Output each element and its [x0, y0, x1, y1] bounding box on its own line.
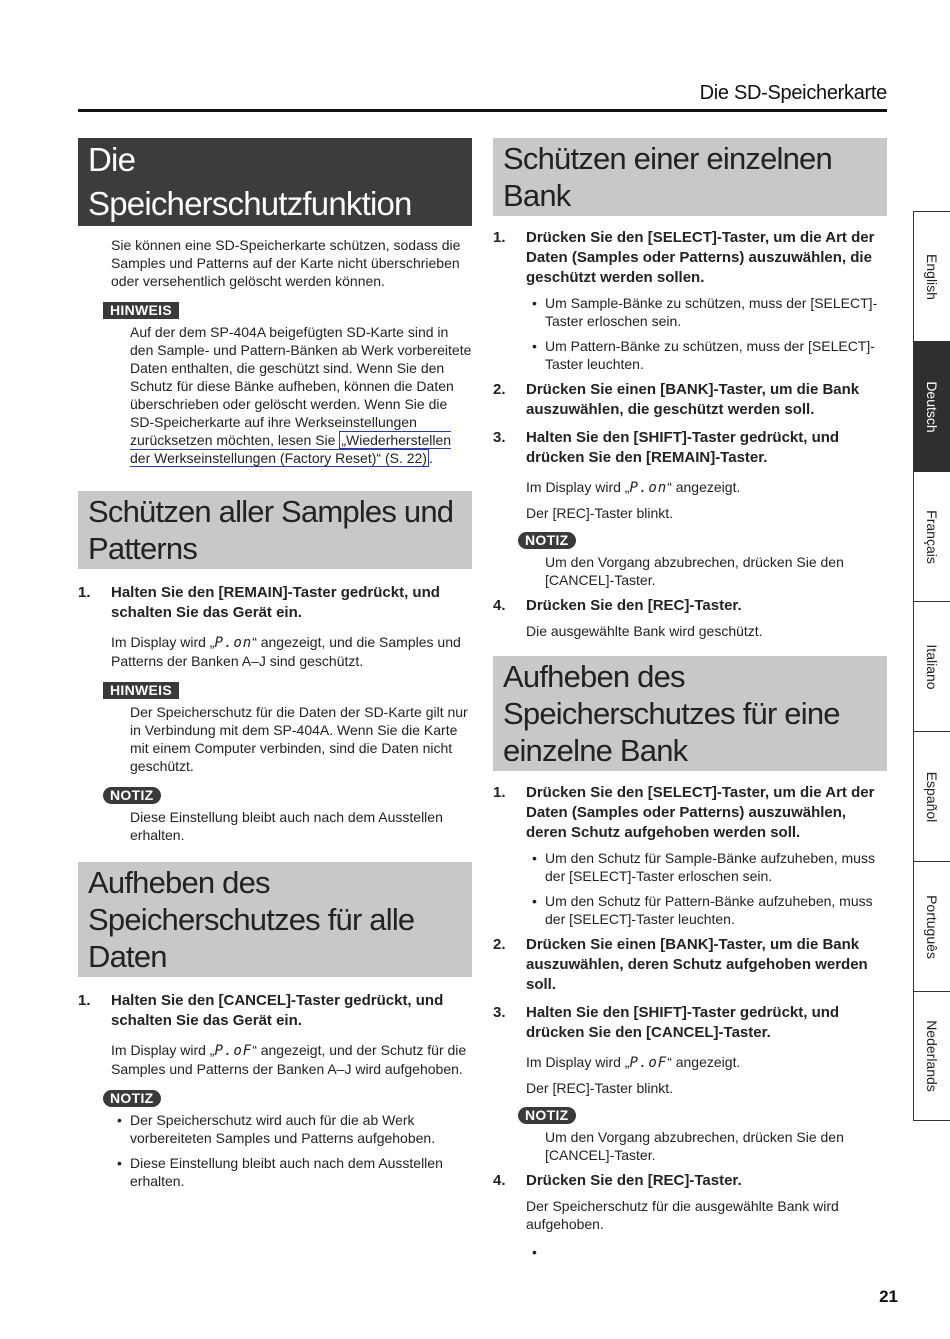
step-text: Drücken Sie einen [BANK]-Taster, um die Bank auszuwählen, die geschützt werden soll.: [526, 381, 860, 418]
step-text: Drücken Sie den [SELECT]-Taster, um die Art der Daten (Samples oder Patterns) auszuwählen, die geschützt werden sollen.: [526, 229, 875, 286]
list-item: • Um Pattern-Bänke zu schützen, muss der [SELECT]-Taster leuchten.: [545, 337, 887, 373]
step-protect-single-2: [493, 380, 887, 420]
step-text: Drücken Sie den [SELECT]-Taster, um die Art der Daten (Samples oder Patterns) auszuwählen, deren Schutz aufgehoben werden soll.: [526, 784, 875, 841]
display-note-post: “ angezeigt, und die Samples und Patterns der Banken A–J sind geschützt.: [111, 634, 461, 669]
step-number: 2.: [493, 936, 506, 953]
hinweis-badge: HINWEIS: [103, 302, 179, 319]
step-number: 4.: [493, 597, 506, 614]
tab-francais[interactable]: [913, 471, 950, 601]
tab-deutsch[interactable]: [913, 341, 950, 471]
section-title-protect-all: Schützen aller Samples und Patterns: [78, 491, 472, 569]
notiz-badge: NOTIZ: [103, 1090, 161, 1107]
step-bullet-list: [493, 294, 887, 373]
hinweis-body: [78, 323, 472, 467]
list-item: • Diese Einstellung bleibt auch nach dem Ausstellen erhalten.: [130, 1154, 472, 1190]
notiz-body: Diese Einstellung bleibt auch nach dem Ausstellen erhalten.: [130, 809, 443, 843]
step-number: 2.: [493, 381, 506, 398]
display-note-pre: Im Display wird „: [111, 1042, 215, 1058]
tab-italiano[interactable]: [913, 601, 950, 731]
empty-bullet-list: [493, 1243, 887, 1261]
step-unprotect-single-2: [493, 935, 887, 995]
step-protect-single-1: [493, 228, 887, 288]
display-note-pre: Im Display wird „: [526, 479, 630, 495]
step-text: Halten Sie den [CANCEL]-Taster gedrückt, und schalten Sie das Gerät ein.: [111, 992, 444, 1029]
notiz-bullet-list: [78, 1111, 472, 1190]
step-number: 1.: [493, 784, 506, 801]
hinweis-body: Der Speicherschutz für die Daten der SD-Karte gilt nur in Verbindung mit dem SP-404A. Wenn Sie die Karte mit einem Computer verbinden, sind die Daten nicht geschützt.: [130, 704, 468, 774]
result-note: Die ausgewählte Bank wird geschützt.: [526, 623, 763, 639]
tab-english[interactable]: [913, 211, 950, 341]
step-protect-single-4: [493, 596, 887, 616]
step-text: Drücken Sie den [REC]-Taster.: [526, 597, 742, 614]
tab-label: Français: [924, 509, 940, 564]
rec-blink-note: Der [REC]-Taster blinkt.: [526, 1080, 674, 1096]
tab-label: Español: [924, 771, 940, 822]
display-note-post: “ angezeigt.: [667, 479, 741, 495]
right-column: [493, 138, 887, 1268]
page-header-title: Die SD-Speicherkarte: [699, 82, 887, 104]
notiz-block: [493, 532, 887, 589]
notiz-badge: NOTIZ: [518, 532, 576, 549]
display-note-pre: Im Display wird „: [526, 1054, 630, 1070]
tab-label: Deutsch: [924, 380, 940, 433]
list-item: • Der Speicherschutz wird auch für die ab Werk vorbereiteten Samples und Patterns aufgehoben.: [130, 1111, 472, 1147]
list-item: • Um Sample-Bänke zu schützen, muss der [SELECT]-Taster erloschen sein.: [545, 294, 887, 330]
language-tabs: [913, 211, 950, 1121]
step-number: 4.: [493, 1172, 506, 1189]
notiz-block-2: [493, 1107, 887, 1164]
hinweis-end: .: [428, 450, 433, 466]
notiz-badge: NOTIZ: [518, 1107, 576, 1124]
step-text: Halten Sie den [SHIFT]-Taster gedrückt, und drücken Sie den [CANCEL]-Taster.: [526, 1004, 840, 1041]
display-note-pre: Im Display wird „: [111, 634, 215, 650]
step-number: 1.: [78, 584, 91, 601]
step-unprotect-single-1: [493, 783, 887, 843]
page-number: 21: [879, 1287, 898, 1306]
step-text: Drücken Sie einen [BANK]-Taster, um die Bank auszuwählen, deren Schutz aufgehoben werden soll.: [526, 936, 868, 993]
lcd-readout: P.on: [214, 635, 253, 651]
tab-label: English: [924, 253, 940, 300]
step-unprotect-single-3: [493, 1003, 887, 1043]
display-note: [493, 478, 887, 497]
tab-label: Português: [924, 894, 940, 959]
tab-portugues[interactable]: [913, 861, 950, 991]
hinweis-block-2: [78, 682, 472, 775]
step-bullet-list: [493, 849, 887, 928]
lcd-readout: P.oF: [629, 1055, 668, 1071]
notiz-body: Um den Vorgang abzubrechen, drücken Sie den [CANCEL]-Taster.: [545, 1129, 844, 1163]
empty-bullet: [545, 1243, 887, 1261]
step-number: 3.: [493, 1004, 506, 1021]
factory-reset-link[interactable]: „Wiederherstellen der Werkseinstellungen (Factory Reset)“ (S. 22): [130, 432, 452, 466]
lcd-readout: P.oF: [214, 1043, 253, 1059]
step-unprotect-single-4: [493, 1171, 887, 1191]
list-item: • Um den Schutz für Pattern-Bänke aufzuheben, muss der [SELECT]-Taster leuchten.: [545, 892, 887, 928]
tab-espanol[interactable]: [913, 731, 950, 861]
list-item: • Um den Schutz für Sample-Bänke aufzuheben, muss der [SELECT]-Taster erloschen sein.: [545, 849, 887, 885]
left-column: [78, 138, 472, 1197]
step-protect-all-1: [78, 583, 472, 623]
step-unprotect-all-1: [78, 991, 472, 1031]
step-number: 3.: [493, 429, 506, 446]
step-number: 1.: [493, 229, 506, 246]
lcd-readout: P.on: [629, 480, 668, 496]
tab-nederlands[interactable]: [913, 991, 950, 1121]
step-protect-single-3: [493, 428, 887, 468]
notiz-body: Um den Vorgang abzubrechen, drücken Sie den [CANCEL]-Taster.: [545, 554, 844, 588]
display-note-post: “ angezeigt.: [667, 1054, 741, 1070]
hinweis-text: Auf der dem SP-404A beigefügten SD-Karte sind in den Sample- und Pattern-Bänken ab Werk vorbereitete Daten enthalten, die geschützt sind. Wenn Sie den Schutz für diese Bänke aufheben, können die Daten überschrieben oder gelöscht werden. Wenn Sie die SD-Speicherkarte auf ihre Werkseinstellungen zurücksetzen möchten, lesen Sie: [130, 324, 472, 448]
section-title-protect-single: Schützen einer einzelnen Bank: [493, 138, 887, 216]
step-text: Halten Sie den [SHIFT]-Taster gedrückt, und drücken Sie den [REMAIN]-Taster.: [526, 429, 840, 466]
step-text: Halten Sie den [REMAIN]-Taster gedrückt, und schalten Sie das Gerät ein.: [111, 584, 440, 621]
section-title-unprotect-single: Aufheben des Speicherschutzes für eine einzelne Bank: [493, 656, 887, 771]
display-note: [78, 1041, 472, 1078]
tab-label: Italiano: [924, 643, 940, 690]
main-section-title: Die Speicherschutzfunktion: [78, 138, 472, 226]
display-note-post: “ angezeigt, und der Schutz für die Samples und Patterns der Banken A–J wird aufgehoben.: [111, 1042, 467, 1077]
result-note: Der Speicherschutz für die ausgewählte Bank wird aufgehoben.: [526, 1198, 839, 1232]
rec-blink-note: Der [REC]-Taster blinkt.: [526, 505, 674, 521]
step-number: 1.: [78, 992, 91, 1009]
tab-label: Nederlands: [924, 1020, 940, 1092]
intro-paragraph: Sie können eine SD-Speicherkarte schützen, sodass die Samples und Patterns auf der Karte nicht überschrieben oder versehentlich gelöscht werden können.: [111, 237, 461, 289]
hinweis-badge: HINWEIS: [103, 682, 179, 699]
notiz-badge: NOTIZ: [103, 787, 161, 804]
notiz-block-2: [78, 1090, 472, 1190]
header-rule: [78, 109, 887, 112]
notiz-block: [78, 787, 472, 844]
step-text: Drücken Sie den [REC]-Taster.: [526, 1172, 742, 1189]
section-title-unprotect-all: Aufheben des Speicherschutzes für alle Daten: [78, 862, 472, 977]
display-note: [493, 1053, 887, 1072]
hinweis-block: [78, 302, 472, 467]
display-note: [78, 633, 472, 670]
